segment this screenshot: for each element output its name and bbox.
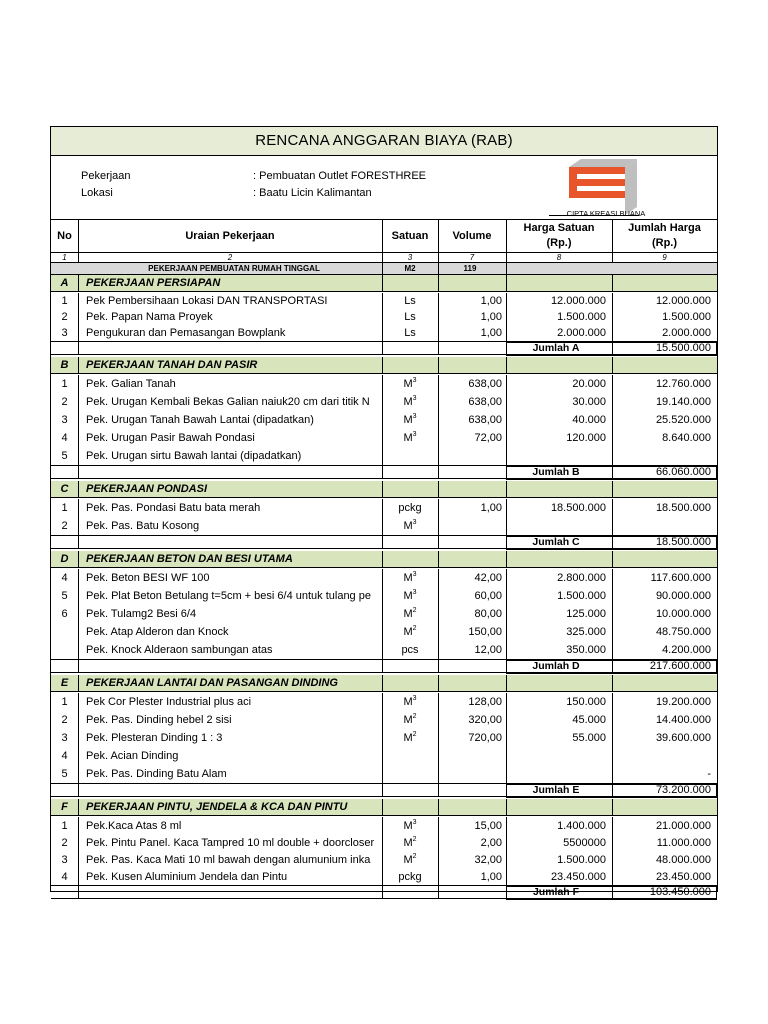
item-no: 1 xyxy=(61,696,68,708)
column-divider xyxy=(438,675,439,691)
item-no: 2 xyxy=(61,396,68,408)
item-unit-text: M xyxy=(403,378,413,390)
colnum-hs: 8 xyxy=(556,253,562,262)
colnum-no: 1 xyxy=(62,253,67,262)
item-unit: M $^3$ xyxy=(403,589,417,602)
item-unit-price xyxy=(506,765,612,783)
item-description: Pek. Pas. Pondasi Batu bata merah xyxy=(86,502,261,514)
item-description: Pek. Urugan Pasir Bawah Pondasi xyxy=(86,432,255,444)
line-item-row xyxy=(51,605,717,623)
subtotal-row xyxy=(51,659,717,673)
item-no: 2 xyxy=(61,311,68,323)
item-no: 2 xyxy=(61,714,68,726)
item-unit: M $^2$ xyxy=(403,713,417,726)
section-code: F xyxy=(61,801,68,813)
column-divider xyxy=(438,466,439,478)
table-header-row xyxy=(51,219,717,253)
item-description: Pek. Plat Beton Betulang t=5cm + besi 6/4 untuk tulang pe xyxy=(86,590,371,602)
item-unit xyxy=(382,293,438,309)
header-harga-satuan xyxy=(506,220,612,252)
header-no: No xyxy=(57,230,72,242)
section-header-row xyxy=(51,799,717,816)
subtotal-row xyxy=(51,465,717,479)
column-divider xyxy=(506,799,507,815)
column-divider xyxy=(78,886,79,898)
line-item-row xyxy=(51,641,717,659)
item-unit-text: M xyxy=(403,396,413,408)
column-divider xyxy=(382,660,383,672)
item-description: Pek. Urugan Tanah Bawah Lantai (dipadatkan) xyxy=(86,414,314,426)
item-unit-text: M xyxy=(403,732,413,744)
item-unit-price: 150.000 xyxy=(566,696,606,708)
line-item-row xyxy=(51,393,717,411)
line-item-row xyxy=(51,817,717,834)
item-volume: 150,00 xyxy=(468,626,502,638)
item-volume: 720,00 xyxy=(468,732,502,744)
item-no: 3 xyxy=(61,732,68,744)
section-title: PEKERJAAN PONDASI xyxy=(86,483,208,495)
column-divider xyxy=(382,551,383,567)
column-divider xyxy=(612,551,613,567)
item-description: Pek. Urugan Kembali Bekas Galian naiuk20 cm dari titik N xyxy=(86,396,370,408)
header-jumlah-harga xyxy=(612,220,717,252)
item-volume: 42,00 xyxy=(474,572,502,584)
item-unit-price: 30.000 xyxy=(572,396,606,408)
item-unit xyxy=(382,325,438,341)
section-header-row xyxy=(51,357,717,374)
item-total: 90.000.000 xyxy=(655,590,711,602)
item-volume: 80,00 xyxy=(474,608,502,620)
item-unit-price: 23.450.000 xyxy=(550,870,606,883)
document-title: RENCANA ANGGARAN BIAYA (RAB) xyxy=(51,127,717,156)
section-header-row xyxy=(51,551,717,568)
item-total: 4.200.000 xyxy=(662,644,711,656)
section-title: PEKERJAAN PINTU, JENDELA & KCA DAN PINTU xyxy=(86,801,348,813)
subtotal-value: 73.200.000 xyxy=(655,784,711,796)
column-divider xyxy=(438,275,439,291)
item-unit: M $^2$ xyxy=(403,607,417,620)
item-unit-price: 325.000 xyxy=(566,626,606,638)
item-volume: 15,00 xyxy=(474,819,502,832)
item-unit-text: M xyxy=(403,572,413,584)
item-unit-price: 40.000 xyxy=(572,414,606,426)
column-divider xyxy=(382,784,383,796)
item-unit-text: pcs xyxy=(401,644,419,656)
column-divider xyxy=(438,551,439,567)
item-no: 2 xyxy=(61,836,68,849)
item-no: 3 xyxy=(61,853,68,866)
line-item-row xyxy=(51,834,717,851)
summary-satuan: M2 xyxy=(404,264,416,273)
item-total: 14.400.000 xyxy=(655,714,711,726)
item-unit xyxy=(382,641,438,659)
section-code: B xyxy=(60,359,69,371)
item-unit-price: 20.000 xyxy=(572,378,606,390)
item-no: 1 xyxy=(61,819,68,832)
item-no: 1 xyxy=(61,295,68,307)
rab-sheet xyxy=(50,126,718,898)
colnum-satuan: 3 xyxy=(407,253,413,262)
item-unit-price: 1.500.000 xyxy=(557,853,606,866)
line-item-row xyxy=(51,293,717,309)
section-header-row xyxy=(51,675,717,692)
column-divider xyxy=(382,357,383,373)
item-volume xyxy=(438,517,506,535)
item-total: 117.600.000 xyxy=(650,572,711,584)
item-total: 2.000.000 xyxy=(662,327,711,339)
header-harga-satuan-line2: (Rp.) xyxy=(546,237,572,249)
header-uraian: Uraian Pekerjaan xyxy=(185,230,275,242)
pekerjaan-label: Pekerjaan xyxy=(81,170,131,182)
item-unit-text: Ls xyxy=(404,295,416,307)
column-divider xyxy=(506,675,507,691)
subtotal-value: 18.500.000 xyxy=(655,536,711,548)
section-title: PEKERJAAN BETON DAN BESI UTAMA xyxy=(86,553,293,565)
item-no: 5 xyxy=(61,590,68,602)
section-code: D xyxy=(60,553,69,565)
item-unit-price: 1.400.000 xyxy=(557,819,606,832)
column-divider xyxy=(438,342,439,354)
item-unit-text: M xyxy=(403,590,413,602)
colnum-jh: 9 xyxy=(662,253,667,262)
item-total: 19.200.000 xyxy=(655,696,711,708)
item-total: 48.750.000 xyxy=(655,626,711,638)
line-item-row xyxy=(51,765,717,783)
item-volume: 32,00 xyxy=(474,853,502,866)
item-description: Pek Pembersihaan Lokasi DAN TRANSPORTASI xyxy=(86,295,328,307)
section-code: A xyxy=(60,277,69,289)
item-unit-text: M xyxy=(403,626,413,638)
subtotal-label: Jumlah B xyxy=(532,466,580,478)
column-divider xyxy=(612,799,613,815)
item-unit-text: M xyxy=(403,853,413,866)
line-item-row xyxy=(51,747,717,765)
column-divider xyxy=(438,357,439,373)
item-unit-price: 1.500.000 xyxy=(557,311,606,323)
column-number-row xyxy=(51,253,717,263)
item-unit: M $^3$ xyxy=(403,519,417,532)
item-volume: 2,00 xyxy=(480,836,502,849)
item-total: 23.450.000 xyxy=(655,870,711,883)
column-divider xyxy=(382,799,383,815)
item-total xyxy=(612,517,717,535)
item-total: 12.000.000 xyxy=(655,295,711,307)
item-unit-price xyxy=(506,447,612,465)
line-item-row xyxy=(51,569,717,587)
summary-desc: PEKERJAAN PEMBUATAN RUMAH TINGGAL xyxy=(148,264,320,273)
summary-row xyxy=(51,263,717,275)
item-description: Pek. Urugan sirtu Bawah lantai (dipadatkan) xyxy=(86,450,302,462)
column-divider xyxy=(78,466,79,478)
item-unit xyxy=(382,747,438,765)
line-item-row xyxy=(51,868,717,885)
item-no xyxy=(51,623,78,641)
column-divider xyxy=(438,660,439,672)
item-description: Pek. Pas. Dinding Batu Alam xyxy=(86,768,227,780)
item-description: Pek. Beton BESI WF 100 xyxy=(86,572,210,584)
colnum-volume: 7 xyxy=(469,253,475,262)
item-unit-text: pckg xyxy=(398,870,422,883)
line-item-row xyxy=(51,851,717,868)
subtotal-value: 15.500.000 xyxy=(655,342,711,354)
column-divider xyxy=(612,357,613,373)
column-divider xyxy=(382,466,383,478)
subtotal-row xyxy=(51,341,717,355)
item-unit-text: Ls xyxy=(404,327,416,339)
item-unit-price: 12.000.000 xyxy=(550,295,606,307)
column-divider xyxy=(78,536,79,548)
header-jumlah-harga-line1: Jumlah Harga xyxy=(628,222,701,234)
item-unit-price xyxy=(506,517,612,535)
header-volume: Volume xyxy=(452,230,492,242)
item-volume: 60,00 xyxy=(474,590,502,602)
section-code: C xyxy=(60,483,69,495)
item-total: 48.000.000 xyxy=(655,853,711,866)
item-total: 12.760.000 xyxy=(655,378,711,390)
item-volume: 1,00 xyxy=(480,295,502,307)
item-unit-price xyxy=(506,747,612,765)
column-divider xyxy=(438,799,439,815)
item-unit: M $^2$ xyxy=(403,625,417,638)
item-unit: M $^3$ xyxy=(403,818,417,832)
item-total xyxy=(612,447,717,465)
item-total: 8.640.000 xyxy=(662,432,711,444)
header-harga-satuan-line1: Harga Satuan xyxy=(523,222,595,234)
line-item-row xyxy=(51,325,717,341)
item-unit: M $^2$ xyxy=(403,835,417,849)
item-unit-text: M xyxy=(403,836,413,849)
item-description: Pek. Knock Alderaon sambungan atas xyxy=(86,644,273,656)
item-unit-text: M xyxy=(403,432,413,444)
item-unit-price: 1.500.000 xyxy=(557,590,606,602)
item-volume: 1,00 xyxy=(480,311,502,323)
line-item-row xyxy=(51,429,717,447)
item-unit xyxy=(382,499,438,517)
item-description: Pek. Tulamg2 Besi 6/4 xyxy=(86,608,197,620)
item-volume: 128,00 xyxy=(468,696,502,708)
lokasi-value: : Baatu Licin Kalimantan xyxy=(253,187,372,199)
line-item-row xyxy=(51,309,717,325)
item-description: Pek. Kusen Aluminium Jendela dan Pintu xyxy=(86,870,288,883)
column-divider xyxy=(78,784,79,796)
line-item-row xyxy=(51,499,717,517)
line-item-row xyxy=(51,411,717,429)
item-no: 4 xyxy=(61,572,68,584)
item-volume: 1,00 xyxy=(480,327,502,339)
item-volume: 638,00 xyxy=(468,396,502,408)
item-total: 39.600.000 xyxy=(655,732,711,744)
item-unit: M $^2$ xyxy=(403,731,417,744)
item-unit-price: 120.000 xyxy=(566,432,606,444)
line-item-row xyxy=(51,517,717,535)
item-description: Pek. Plesteran Dinding 1 : 3 xyxy=(86,732,223,744)
item-description: Pek. Acian Dinding xyxy=(86,750,179,762)
item-description: Pek. Pas. Batu Kosong xyxy=(86,520,200,532)
column-divider xyxy=(438,784,439,796)
item-unit: M $^2$ xyxy=(403,852,417,866)
item-description: Pengukuran dan Pemasangan Bowplank xyxy=(86,327,286,339)
section-header-row xyxy=(51,275,717,292)
column-divider xyxy=(612,675,613,691)
item-volume: 638,00 xyxy=(468,378,502,390)
logo-text: CIPTA KREASI BUANA xyxy=(566,209,646,218)
item-no: 5 xyxy=(61,768,68,780)
item-description: Pek. Pintu Panel. Kaca Tampred 10 ml double + doorcloser xyxy=(86,836,375,849)
item-unit-text: Ls xyxy=(404,311,416,323)
column-divider xyxy=(78,342,79,354)
item-total: 10.000.000 xyxy=(655,608,711,620)
item-total: 21.000.000 xyxy=(655,819,711,832)
item-unit-text: M xyxy=(403,520,413,532)
item-unit-text: M xyxy=(403,608,413,620)
item-unit xyxy=(382,309,438,325)
subtotal-row xyxy=(51,535,717,549)
item-unit-price: 2.800.000 xyxy=(557,572,606,584)
item-description: Pek.Kaca Atas 8 ml xyxy=(86,819,182,832)
section-code: E xyxy=(60,677,69,689)
section-title: PEKERJAAN PERSIAPAN xyxy=(86,277,221,289)
item-unit-price: 350.000 xyxy=(566,644,606,656)
column-divider xyxy=(612,275,613,291)
item-no: 3 xyxy=(61,414,68,426)
item-volume xyxy=(438,765,506,783)
item-unit-price: 55.000 xyxy=(572,732,606,744)
item-volume: 1,00 xyxy=(480,502,502,514)
subtotal-label: Jumlah D xyxy=(532,660,580,672)
lokasi-label: Lokasi xyxy=(81,187,113,199)
subtotal-label: Jumlah A xyxy=(532,342,580,354)
item-no: 4 xyxy=(61,870,68,883)
line-item-row xyxy=(51,729,717,747)
line-item-row xyxy=(51,693,717,711)
header-satuan: Satuan xyxy=(391,230,429,242)
item-total: 1.500.000 xyxy=(662,311,711,323)
item-unit-text: M xyxy=(403,414,413,426)
item-unit xyxy=(382,447,438,465)
line-item-row xyxy=(51,587,717,605)
item-volume: 320,00 xyxy=(468,714,502,726)
colnum-uraian: 2 xyxy=(227,253,233,262)
column-divider xyxy=(506,551,507,567)
item-total: 19.140.000 xyxy=(655,396,711,408)
section-title: PEKERJAAN TANAH DAN PASIR xyxy=(86,359,258,371)
item-no xyxy=(51,641,78,659)
item-volume: 72,00 xyxy=(474,432,502,444)
line-item-row xyxy=(51,711,717,729)
item-unit: M $^3$ xyxy=(403,395,417,408)
subtotal-value: 217.600.000 xyxy=(649,660,711,672)
column-divider xyxy=(382,675,383,691)
section-header-row xyxy=(51,481,717,498)
item-description: Pek. Papan Nama Proyek xyxy=(86,311,213,323)
item-volume: 12,00 xyxy=(474,644,502,656)
item-unit: M $^3$ xyxy=(403,571,417,584)
item-total: 11.000.000 xyxy=(656,836,711,849)
item-description: Pek. Galian Tanah xyxy=(86,378,176,390)
item-unit-text: M xyxy=(403,714,413,726)
item-unit-price: 2.000.000 xyxy=(557,327,606,339)
section-title: PEKERJAAN LANTAI DAN PASANGAN DINDING xyxy=(86,677,338,689)
item-description: Pek. Pas. Kaca Mati 10 ml bawah dengan alumunium inka xyxy=(86,853,371,866)
item-no: 1 xyxy=(61,502,68,514)
subtotal-label: Jumlah F xyxy=(532,886,580,898)
line-item-row xyxy=(51,375,717,393)
item-no: 6 xyxy=(61,608,68,620)
item-no: 2 xyxy=(61,520,68,532)
item-total: - xyxy=(707,768,711,780)
subtotal-row xyxy=(51,885,717,899)
item-no: 5 xyxy=(61,450,68,462)
header-jumlah-harga-line2: (Rp.) xyxy=(651,237,678,249)
item-description: Pek. Pas. Dinding hebel 2 sisi xyxy=(86,714,232,726)
column-divider xyxy=(382,275,383,291)
item-unit-text: M xyxy=(403,819,413,832)
column-divider xyxy=(506,263,507,274)
column-divider xyxy=(506,481,507,497)
item-unit: M $^3$ xyxy=(403,431,417,444)
item-volume: 1,00 xyxy=(480,870,502,883)
column-divider xyxy=(506,275,507,291)
item-unit: M $^3$ xyxy=(403,695,417,708)
item-unit-text: M xyxy=(403,696,413,708)
pekerjaan-value: : Pembuatan Outlet FORESTHREE xyxy=(253,170,427,182)
item-unit-price: 18.500.000 xyxy=(550,502,606,514)
logo-underline xyxy=(549,215,639,216)
subtotal-label: Jumlah C xyxy=(532,536,580,548)
item-total: 18.500.000 xyxy=(655,502,711,514)
column-divider xyxy=(382,886,383,898)
item-description: Pek Cor Plester Industrial plus aci xyxy=(86,696,252,708)
item-unit: M $^3$ xyxy=(403,377,417,390)
item-description: Pek. Atap Alderon dan Knock xyxy=(86,626,229,638)
item-volume xyxy=(438,747,506,765)
item-unit-price: 5500000 xyxy=(563,836,606,849)
column-divider xyxy=(506,357,507,373)
column-divider xyxy=(78,660,79,672)
column-divider xyxy=(438,481,439,497)
item-unit xyxy=(382,868,438,885)
item-no: 1 xyxy=(61,378,68,390)
item-unit-price: 45.000 xyxy=(572,714,606,726)
item-total xyxy=(612,747,717,765)
item-unit-price: 125.000 xyxy=(566,608,606,620)
item-no: 4 xyxy=(61,432,68,444)
item-unit-text: pckg xyxy=(398,502,422,514)
column-divider xyxy=(382,536,383,548)
line-item-row xyxy=(51,623,717,641)
column-divider xyxy=(382,481,383,497)
column-divider xyxy=(382,342,383,354)
summary-volume: 119 xyxy=(463,264,477,273)
subtotal-label: Jumlah E xyxy=(532,784,580,796)
item-total: 25.520.000 xyxy=(655,414,711,426)
subtotal-row xyxy=(51,783,717,797)
column-divider xyxy=(612,481,613,497)
line-item-row xyxy=(51,447,717,465)
column-divider xyxy=(438,536,439,548)
column-divider xyxy=(438,886,439,898)
item-no: 4 xyxy=(61,750,68,762)
rab-table xyxy=(51,219,717,898)
item-no: 3 xyxy=(61,327,68,339)
item-volume: 638,00 xyxy=(468,414,502,426)
subtotal-value: 103.450.000 xyxy=(649,886,711,898)
subtotal-value: 66.060.000 xyxy=(655,466,711,478)
item-unit xyxy=(382,765,438,783)
item-volume xyxy=(438,447,506,465)
item-unit: M $^3$ xyxy=(403,413,417,426)
